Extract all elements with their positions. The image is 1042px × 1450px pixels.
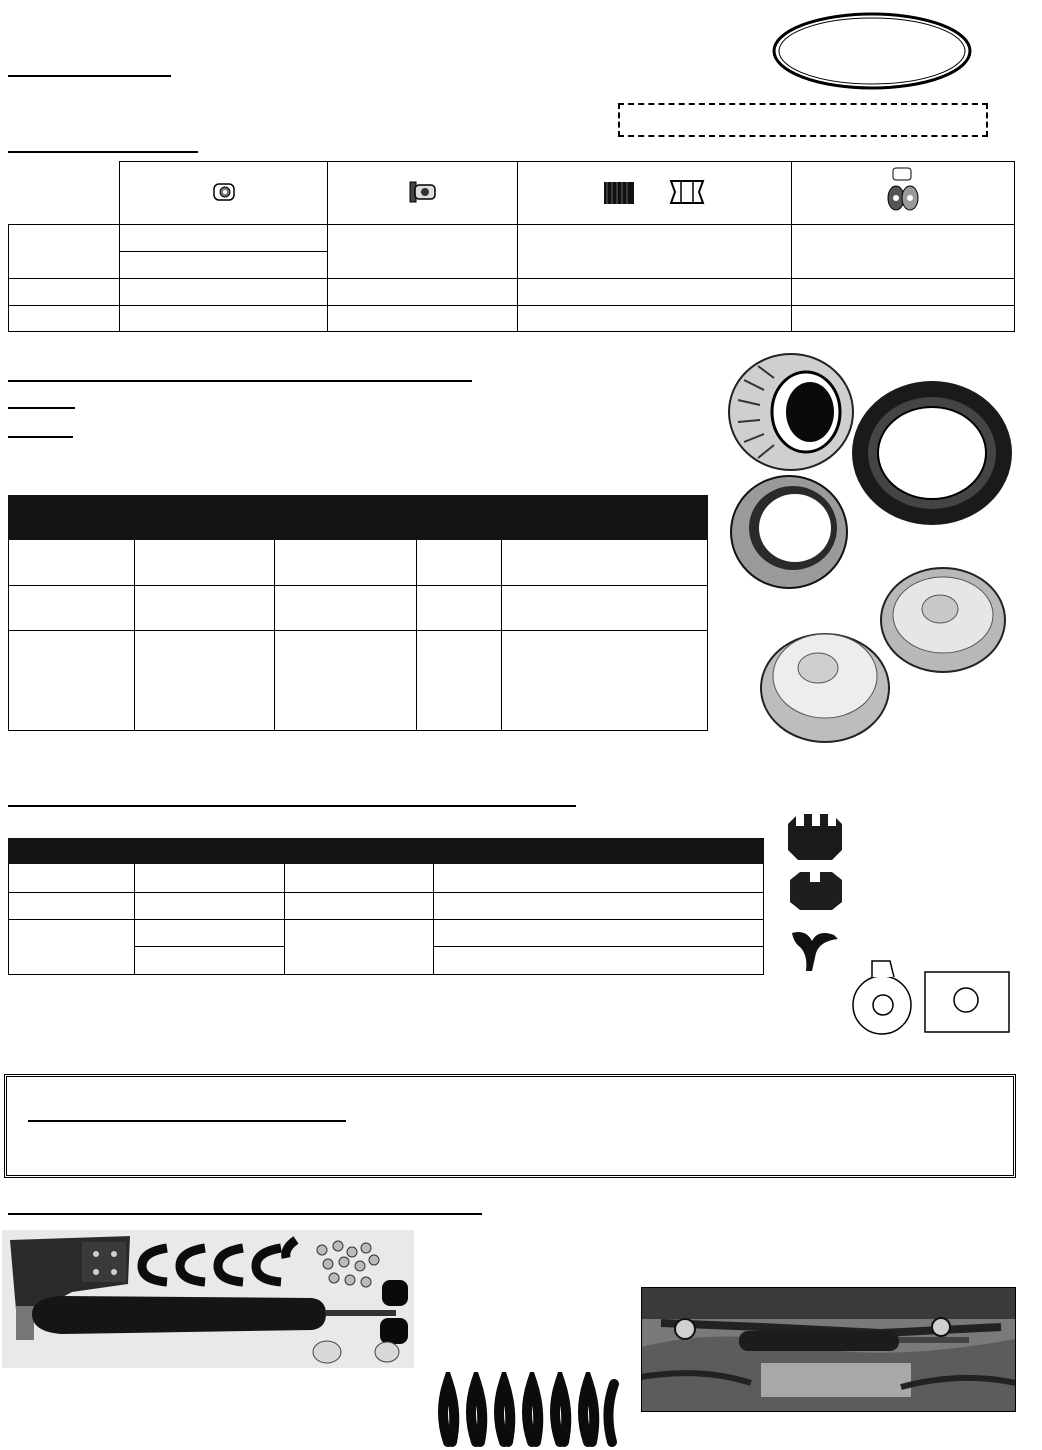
shaped-bushing-icon <box>667 177 707 207</box>
grease-seal-icon <box>848 378 1016 528</box>
bushing-cell <box>518 225 792 279</box>
bushing-table-header-2 <box>328 162 518 225</box>
bushing-cell <box>792 306 1015 332</box>
heading-underline-4 <box>8 805 576 807</box>
tab-washer-icon <box>850 955 915 1037</box>
heading-underline-1 <box>8 75 171 77</box>
pin-and-bushing-icon <box>881 166 925 218</box>
subheading-underline-1 <box>8 407 75 409</box>
square-washer-icon <box>923 970 1011 1034</box>
bushing-cell <box>328 279 518 306</box>
bushing-icon <box>211 179 237 205</box>
notice-box <box>4 1074 1016 1178</box>
sleeve-bushing-icon <box>602 179 636 207</box>
notice-heading-underline <box>28 1120 346 1122</box>
bushing-cell <box>792 225 1015 279</box>
dust-cap-icon <box>758 618 893 746</box>
bushing-table-corner <box>9 162 120 225</box>
bushing-cell <box>518 306 792 332</box>
dust-cap-icon <box>878 565 1008 675</box>
bushing-cell <box>792 279 1015 306</box>
cotter-key-icon <box>786 925 844 977</box>
bushing-cell <box>9 225 120 279</box>
bushing-cell <box>120 225 328 252</box>
bushing-cell <box>120 306 328 332</box>
heading-underline-2 <box>8 151 198 153</box>
tapered-roller-bearing-icon <box>724 350 859 475</box>
bushing-cell <box>328 306 518 332</box>
bearing-table-header-bar <box>8 495 708 540</box>
steering-stabilizer-kit-photo <box>2 1230 414 1368</box>
bushing-cell <box>328 225 518 279</box>
dashed-placeholder-box <box>618 103 988 137</box>
heading-underline-5 <box>8 1213 482 1215</box>
bushing-cell <box>9 306 120 332</box>
bushing-cell <box>518 279 792 306</box>
bushing-table-header-3 <box>518 162 792 225</box>
bushing-table <box>8 161 1015 332</box>
coil-spring-icon <box>434 1372 629 1448</box>
bushing-table-header-1 <box>120 162 328 225</box>
installed-stabilizer-photo <box>641 1287 1016 1412</box>
bushing-table-header-4 <box>792 162 1015 225</box>
bushing-cell <box>120 252 328 279</box>
bushing-cell <box>9 279 120 306</box>
heading-underline-3 <box>8 380 472 382</box>
bearing-race-icon <box>727 470 852 595</box>
subheading-underline-2 <box>8 436 73 438</box>
oval-outline-icon <box>771 10 973 92</box>
bushing-cell <box>120 279 328 306</box>
hardware-table-header-bar <box>8 838 764 864</box>
flanged-bushing-icon <box>406 175 440 209</box>
castle-nut-icon <box>784 810 846 862</box>
slotted-nut-icon <box>786 868 846 914</box>
